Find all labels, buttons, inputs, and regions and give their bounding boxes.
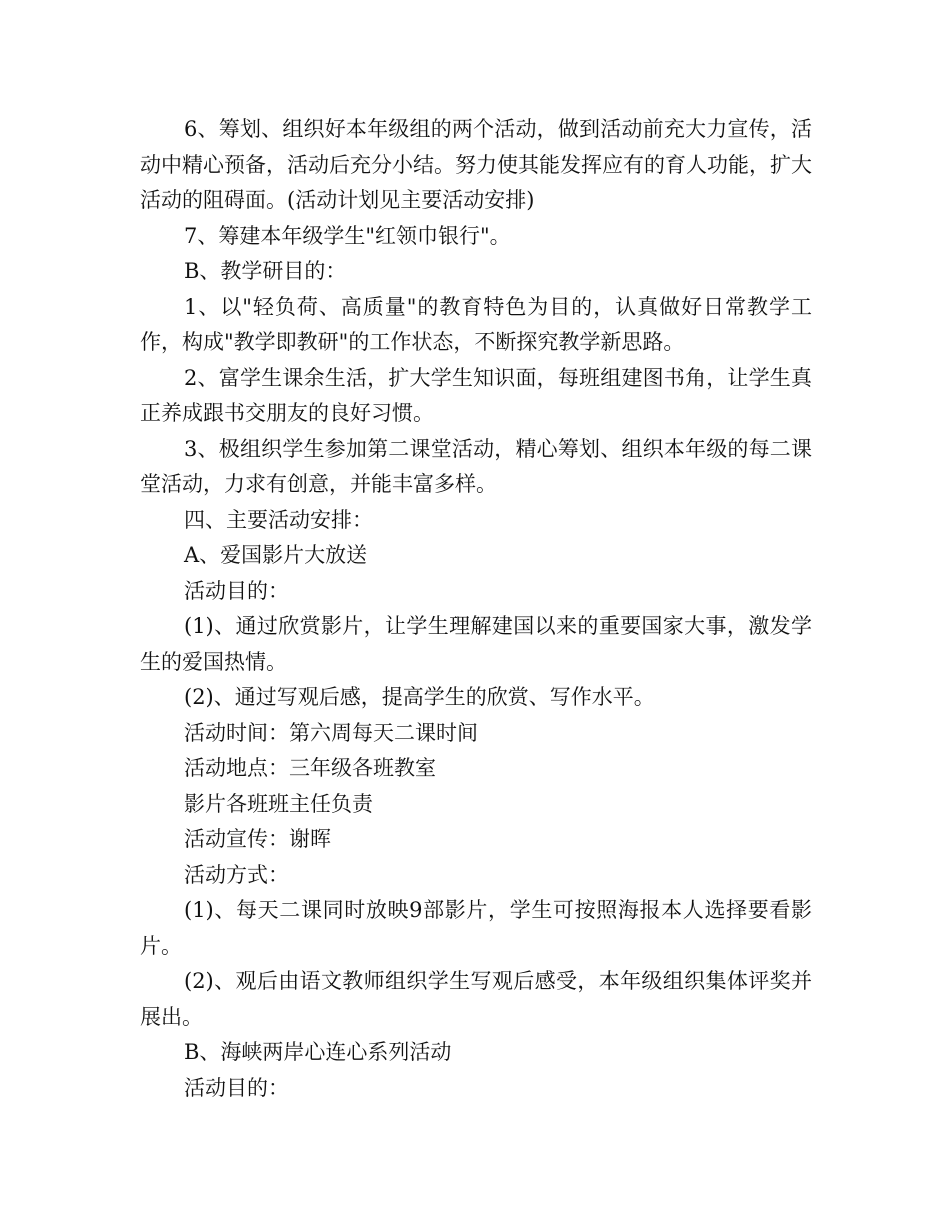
- paragraph-film-responsible: 影片各班班主任负责: [184, 791, 373, 816]
- paragraph-activity-publicity: 活动宣传：谢晖: [184, 827, 331, 851]
- paragraph-activity-6: 6、筹划、组织好本年级组的两个活动，做到活动前充大力宣传，活动中精心预备，活动后充分小结。努力使其能发挥应有的育人功能，扩大活动的阻碍面。(活动计划见主要活动安排): [140, 117, 812, 212]
- label-activity-method: 活动方式：: [184, 862, 289, 887]
- paragraph-teaching-goal-2: 2、富学生课余生活，扩大学生知识面，每班组建图书角，让学生真正养成跟书交朋友的良好习惯。: [140, 365, 812, 425]
- paragraph-teaching-goal-1: 1、以"轻负荷、高质量"的教育特色为目的，认真做好日常教学工作，构成"教学即教研"的工作状态，不断探究教学新思路。: [140, 294, 812, 354]
- paragraph-activity-7: 7、筹建本年级学生"红领巾银行"。: [184, 223, 511, 248]
- paragraph-teaching-goal-3: 3、极组织学生参加第二课堂活动，精心筹划、组织本年级的每二课堂活动，力求有创意，并能丰富多样。: [140, 436, 812, 496]
- paragraph-activity-location: 活动地点：三年级各班教室: [184, 756, 436, 780]
- label-activity-purpose: 活动目的：: [184, 578, 289, 603]
- paragraph-purpose-1: (1)、通过欣赏影片，让学生理解建国以来的重要国家大事，激发学生的爱国热情。: [140, 614, 812, 674]
- heading-teaching-research-goals: B、教学研目的：: [184, 259, 347, 283]
- heading-main-activities: 四、主要活动安排：: [184, 507, 373, 532]
- document-page: [140, 112, 812, 1106]
- paragraph-activity-time: 活动时间：第六周每天二课时间: [184, 720, 478, 745]
- paragraph-method-2: (2)、观后由语文教师组织学生写观后感受，本年级组织集体评奖并展出。: [140, 969, 812, 1029]
- heading-activity-a: A、爱国影片大放送: [184, 543, 368, 567]
- paragraph-method-1: (1)、每天二课同时放映9部影片，学生可按照海报本人选择要看影片。: [140, 898, 812, 958]
- heading-activity-b: B、海峡两岸心连心系列活动: [184, 1040, 452, 1064]
- paragraph-purpose-2: (2)、通过写观后感，提高学生的欣赏、写作水平。: [184, 685, 655, 709]
- label-activity-purpose-b: 活动目的：: [184, 1075, 289, 1100]
